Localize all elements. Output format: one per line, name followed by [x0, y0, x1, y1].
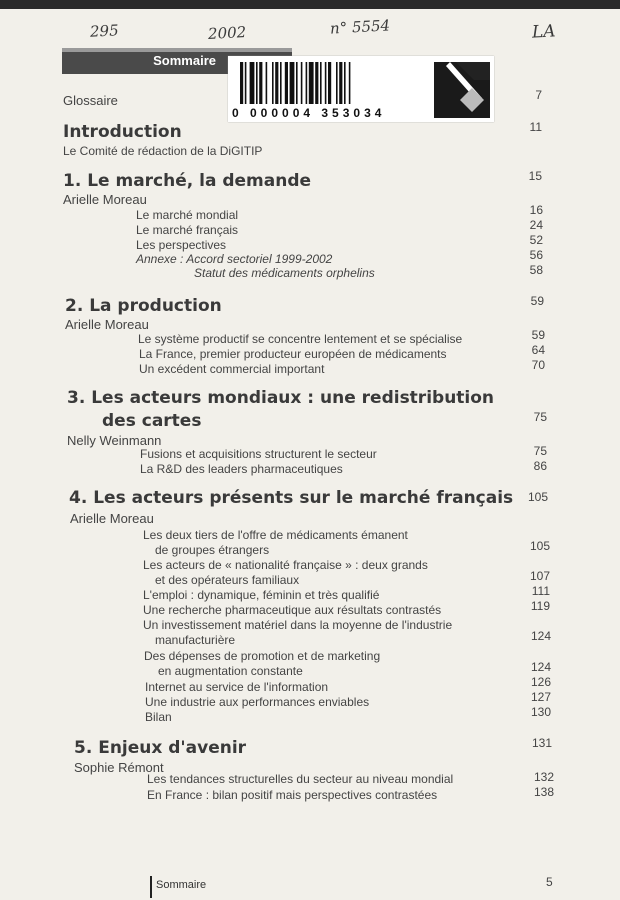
barcode-bar	[245, 62, 247, 104]
glossary-label: Glossaire	[63, 93, 118, 108]
header-title: Sommaire	[153, 53, 216, 68]
introduction-author: Le Comité de rédaction de la DiGITIP	[63, 144, 263, 158]
introduction-page: 11	[529, 120, 542, 134]
toc-entry: Les acteurs de « nationalité française » : deux grands	[143, 558, 428, 572]
toc-entry: Une industrie aux performances enviables	[145, 695, 370, 709]
barcode-bar	[315, 62, 318, 104]
toc-entry: Internet au service de l'information	[145, 680, 329, 694]
toc-entry-page: 130	[530, 705, 551, 719]
toc-entry: Les perspectives	[136, 238, 227, 252]
toc-entry-page: 127	[530, 690, 551, 704]
section-4-page: 105	[527, 490, 548, 504]
toc-entry: L'emploi : dynamique, féminin et très qualifié	[143, 588, 380, 602]
toc-entry-page: 16	[529, 203, 543, 217]
barcode-bar	[272, 62, 274, 104]
section-2-page: 59	[530, 294, 544, 308]
glossary-page: 7	[535, 88, 542, 102]
toc-entry-continued: et des opérateurs familiaux	[155, 573, 300, 587]
toc-entry-page: 119	[530, 599, 550, 613]
toc-entry: Bilan	[145, 710, 172, 724]
toc-entry-page: 138	[533, 785, 554, 799]
toc-entry-page: 126	[530, 675, 551, 689]
toc-entry: En France : bilan positif mais perspectives contrastées	[147, 788, 438, 802]
barcode-bar	[344, 62, 346, 104]
barcode-number: 0 000004 353034	[232, 106, 386, 120]
barcode-bar	[285, 62, 288, 104]
barcode-bar	[290, 62, 295, 104]
handwritten-number: 295	[89, 21, 120, 41]
toc-entry-continued: en augmentation constante	[158, 664, 303, 678]
toc-entry: Les deux tiers de l'offre de médicaments émanent	[143, 528, 408, 542]
barcode-bar	[275, 62, 278, 104]
toc-entry-page: 75	[533, 444, 547, 458]
section-3-page: 75	[533, 410, 547, 424]
section-5-page: 131	[531, 736, 552, 750]
toc-entry-annex: Annexe : Accord sectoriel 1999-2002	[136, 252, 333, 266]
barcode-bar	[256, 62, 258, 104]
toc-entry: Un excédent commercial important	[139, 362, 325, 376]
barcode-bar	[301, 62, 303, 104]
barcode-bar	[336, 62, 338, 104]
barcode-bar	[320, 62, 322, 104]
toc-entry-page: 56	[529, 248, 543, 262]
toc-entry-page: 52	[529, 233, 543, 247]
section-5-author: Sophie Rémont	[74, 760, 164, 775]
section-1-title: 1. Le marché, la demande	[63, 171, 312, 191]
barcode-bar	[309, 62, 314, 104]
toc-entry: Des dépenses de promotion et de marketing	[144, 649, 381, 663]
section-2-title: 2. La production	[65, 296, 222, 316]
barcode-bar	[296, 62, 298, 104]
toc-entry-page: 24	[529, 218, 543, 232]
barcode-bar	[259, 62, 262, 104]
toc-entry: La R&D des leaders pharmaceutiques	[140, 462, 343, 476]
footer-rule	[150, 876, 152, 898]
barcode-bar	[280, 62, 282, 104]
section-3-title: 3. Les acteurs mondiaux : une redistribution	[67, 388, 495, 408]
introduction-title: Introduction	[63, 122, 182, 142]
library-sticker	[228, 56, 494, 122]
barcode-graphic	[240, 62, 426, 106]
toc-entry: Une recherche pharmaceutique aux résultats contrastés	[143, 603, 442, 617]
toc-entry-page: 59	[531, 328, 545, 342]
toc-entry: Un investissement matériel dans la moyenne de l'industrie	[143, 618, 453, 632]
toc-entry-page: 124	[530, 629, 551, 643]
toc-entry-page: 70	[531, 358, 545, 372]
section-1-author: Arielle Moreau	[63, 192, 147, 207]
barcode-bar	[328, 62, 331, 104]
toc-entry-page: 132	[533, 770, 554, 784]
toc-entry-continued: de groupes étrangers	[155, 543, 270, 557]
toc-entry-page: 107	[529, 569, 550, 583]
barcode-bar	[349, 62, 351, 104]
toc-entry: Fusions et acquisitions structurent le secteur	[140, 447, 377, 461]
toc-entry: Les tendances structurelles du secteur au niveau mondial	[147, 772, 454, 786]
barcode-bar	[339, 62, 342, 104]
toc-entry-page: 86	[533, 459, 547, 473]
toc-entry-continued: manufacturière	[155, 633, 236, 647]
handwritten-initials: LA	[531, 21, 557, 43]
toc-entry: Le marché mondial	[136, 208, 239, 222]
toc-entry-page: 111	[531, 584, 550, 598]
section-3-author: Nelly Weinmann	[67, 433, 162, 448]
footer-label: Sommaire	[156, 879, 207, 891]
barcode-bar	[325, 62, 327, 104]
section-4-author: Arielle Moreau	[70, 511, 154, 526]
scan-edge	[0, 0, 620, 9]
barcode-bar	[266, 62, 268, 104]
toc-entry-page: 105	[529, 539, 550, 553]
toc-entry: Le marché français	[136, 223, 239, 237]
barcode-bar	[240, 62, 243, 104]
toc-entry-annex: Statut des médicaments orphelins	[194, 266, 375, 280]
handwritten-year: 2002	[207, 23, 247, 43]
toc-entry-page: 58	[529, 263, 543, 277]
section-5-title: 5. Enjeux d'avenir	[74, 738, 247, 758]
library-logo-icon	[434, 62, 490, 118]
handwritten-reference: n° 5554	[329, 16, 391, 38]
toc-entry-page: 64	[531, 343, 545, 357]
toc-entry-page: 124	[530, 660, 551, 674]
barcode-bar	[306, 62, 308, 104]
toc-entry: Le système productif se concentre lentement et se spécialise	[138, 332, 463, 346]
barcode-bar	[250, 62, 255, 104]
section-4-title: 4. Les acteurs présents sur le marché français	[69, 488, 514, 508]
section-2-author: Arielle Moreau	[65, 317, 149, 332]
page-number: 5	[546, 875, 553, 889]
toc-entry: La France, premier producteur européen de médicaments	[139, 347, 447, 361]
section-1-page: 15	[528, 169, 542, 183]
section-3-title-continued: des cartes	[102, 411, 202, 431]
